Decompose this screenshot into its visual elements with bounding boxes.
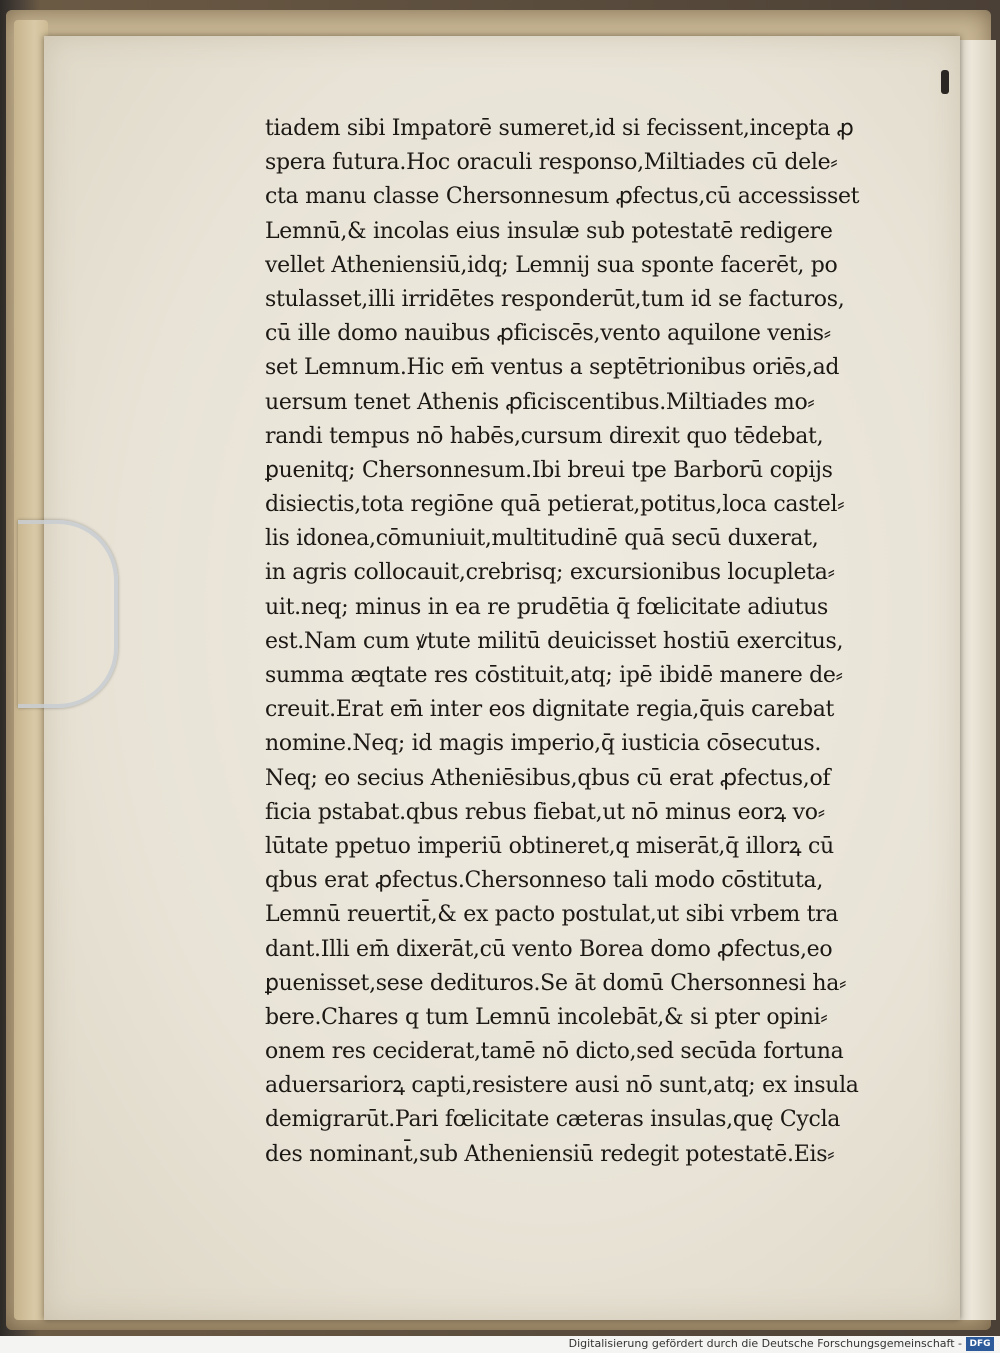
footer-bar	[0, 1336, 1000, 1353]
text-line: summa æqtate res cōstituit,atq; ipē ibidē manere de⸗	[265, 663, 843, 688]
folio-mark	[941, 70, 949, 94]
text-line: Neq; eo secius Atheniēsibus,qbus cū erat ꝓfectus,of	[265, 765, 831, 791]
text-line: ficia pstabat.qbus rebus fiebat,ut nō minus eorꝝ vo⸗	[265, 799, 825, 825]
text-line: dant.Illi em̄ dixerāt,cū vento Borea domo ꝓfectus,eo	[265, 936, 833, 962]
text-line: demigrarūt.Pari fœlicitate cæteras insulas,quę Cycla	[265, 1107, 841, 1133]
text-line: uersum tenet Athenis ꝓficiscentibus.Miltiades mo⸗	[265, 389, 815, 415]
text-line: lis idonea,cōmuniuit,multitudinē quā secū duxerat,	[265, 526, 819, 552]
adjacent-page-edge	[955, 40, 996, 1320]
dfg-logo: DFG	[966, 1337, 994, 1351]
text-line: spera futura.Hoc oraculi responso,Miltiades cū dele⸗	[265, 150, 838, 176]
text-line: set Lemnum.Hic em̄ ventus a septētrionibus oriēs,ad	[265, 355, 840, 381]
text-block	[265, 112, 880, 1172]
text-line: cū ille domo nauibus ꝓficiscēs,vento aquilone venis⸗	[265, 321, 831, 347]
text-line: est.Nam cum ꝟtute militū deuicisset hostiū exercitus,	[265, 628, 844, 654]
text-line: vellet Atheniensiū,idq; Lemnij sua sponte facerēt, po	[265, 252, 838, 278]
text-line: des nominant̄,sub Atheniensiū redegit potestatē.Eis⸗	[265, 1141, 835, 1167]
text-line: ꝑuenisset,sese dedituros.Se āt domū Chersonnesi ha⸗	[265, 970, 847, 996]
text-line: stulasset,illi irridētes responderūt,tum id se facturos,	[265, 286, 845, 312]
text-line: aduersariorꝝ capti,resistere ausi nō sunt,atq; ex insula	[265, 1073, 859, 1099]
text-line: ꝑuenitq; Chersonnesum.Ibi breui tpe Barborū copijs	[265, 457, 833, 483]
text-line: bere.Chares q tum Lemnū incolebāt,& si pter opini⸗	[265, 1004, 828, 1030]
text-line: qbus erat ꝓfectus.Chersonneso tali modo cōstituta,	[265, 868, 824, 894]
text-line: lūtate ppetuo imperiū obtineret,q miserāt,q̄ illorꝝ cū	[265, 833, 834, 859]
text-line: in agris collocauit,crebrisq; excursionibus locupleta⸗	[265, 560, 835, 586]
text-line: onem res ceciderat,tamē nō dicto,sed secūda fortuna	[265, 1039, 844, 1065]
text-line: disiectis,tota regiōne quā petierat,potitus,loca castel⸗	[265, 492, 845, 518]
text-line: nomine.Neq; id magis imperio,q̄ iusticia cōsecutus.	[265, 731, 822, 757]
text-line: creuit.Erat em̄ inter eos dignitate regia,q̄uis carebat	[265, 697, 835, 723]
text-line: Lemnū reuertit̄,& ex pacto postulat,ut sibi vrbem tra	[265, 902, 839, 928]
paper-clip-icon	[18, 520, 118, 708]
text-line: randi tempus nō habēs,cursum direxit quo tēdebat,	[265, 423, 824, 449]
text-line: Lemnū,& incolas eius insulæ sub potestatē redigere	[265, 218, 833, 244]
text-line: uit.neq; minus in ea re prudētia q̄ fœlicitate adiutus	[265, 594, 828, 620]
text-line: tiadem sibi Impatorē sumeret,id si fecissent,incepta ꝓ	[265, 116, 854, 141]
text-line: cta manu classe Chersonnesum ꝓfectus,cū accessisset	[265, 184, 860, 210]
footer-credit: Digitalisierung gefördert durch die Deutsche Forschungsgemeinschaft -	[568, 1337, 962, 1350]
